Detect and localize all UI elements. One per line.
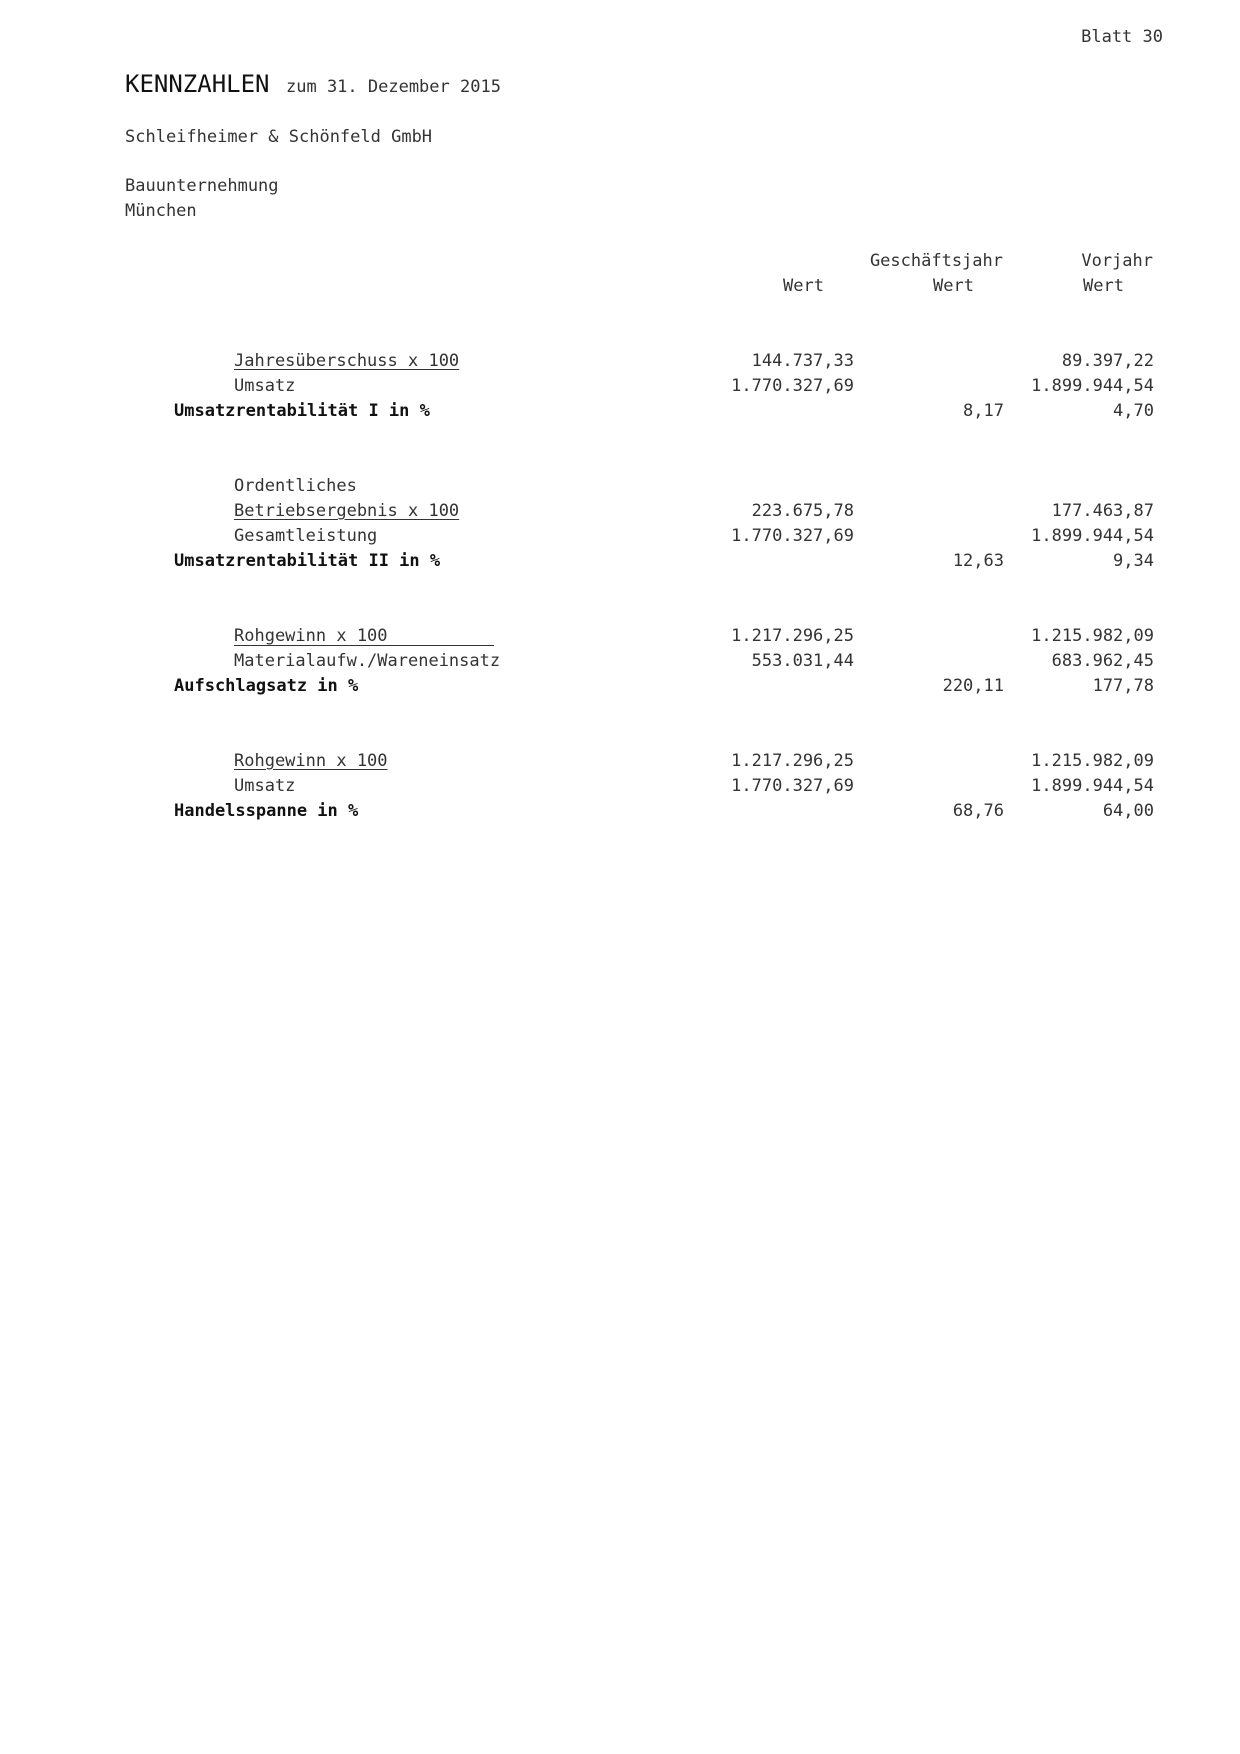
result-prev-value: 4,70 bbox=[1113, 401, 1154, 421]
result-label: Handelsspanne in % bbox=[174, 801, 359, 821]
result-label: Aufschlagsatz in % bbox=[174, 676, 359, 696]
denominator-value: 1.770.327,69 bbox=[731, 376, 854, 396]
result-current-value: 8,17 bbox=[963, 401, 1004, 421]
column-header-current-value: Wert bbox=[933, 276, 974, 296]
numerator-prev-value: 1.215.982,09 bbox=[1031, 626, 1154, 646]
numerator-label: Betriebsergebnis x 100 bbox=[234, 501, 460, 521]
business-type: Bauunternehmung bbox=[125, 176, 279, 196]
city: München bbox=[125, 201, 197, 221]
numerator-label: Rohgewinn x 100 bbox=[234, 626, 388, 646]
result-label: Umsatzrentabilität II in % bbox=[174, 551, 441, 571]
denominator-value: 1.770.327,69 bbox=[731, 526, 854, 546]
column-header-current-year: Geschäftsjahr bbox=[869, 251, 1003, 271]
numerator-prev-value: 177.463,87 bbox=[1051, 501, 1154, 521]
numerator-value: 1.217.296,25 bbox=[731, 751, 854, 771]
numerator-value: 223.675,78 bbox=[751, 501, 854, 521]
denominator-label: Gesamtleistung bbox=[234, 526, 378, 546]
sheet-number: Blatt 30 bbox=[1081, 27, 1163, 47]
denominator-prev-value: 1.899.944,54 bbox=[1031, 376, 1154, 396]
fraction-rule bbox=[234, 645, 494, 646]
denominator-prev-value: 1.899.944,54 bbox=[1031, 776, 1154, 796]
result-prev-value: 64,00 bbox=[1102, 801, 1154, 821]
column-header-previous-value: Wert bbox=[1083, 276, 1124, 296]
result-prev-value: 9,34 bbox=[1113, 551, 1154, 571]
numerator-value: 1.217.296,25 bbox=[731, 626, 854, 646]
company-name: Schleifheimer & Schönfeld GmbH bbox=[125, 127, 433, 147]
column-header-value: Wert bbox=[783, 276, 824, 296]
numerator-prev-value: 1.215.982,09 bbox=[1031, 751, 1154, 771]
numerator-pre-label: Ordentliches bbox=[234, 476, 357, 496]
denominator-prev-value: 1.899.944,54 bbox=[1031, 526, 1154, 546]
denominator-label: Umsatz bbox=[234, 376, 296, 396]
result-label: Umsatzrentabilität I in % bbox=[174, 401, 430, 421]
result-current-value: 12,63 bbox=[952, 551, 1004, 571]
page-title: KENNZAHLEN bbox=[125, 70, 270, 98]
numerator-value: 144.737,33 bbox=[751, 351, 854, 371]
result-current-value: 220,11 bbox=[942, 676, 1004, 696]
column-header-previous-year: Vorjahr bbox=[1081, 251, 1153, 271]
numerator-label: Jahresüberschuss x 100 bbox=[234, 351, 460, 371]
result-prev-value: 177,78 bbox=[1092, 676, 1154, 696]
denominator-value: 1.770.327,69 bbox=[731, 776, 854, 796]
denominator-label: Umsatz bbox=[234, 776, 296, 796]
denominator-label: Materialaufw./Wareneinsatz bbox=[234, 651, 501, 671]
denominator-value: 553.031,44 bbox=[751, 651, 854, 671]
report-date: zum 31. Dezember 2015 bbox=[286, 77, 501, 97]
result-current-value: 68,76 bbox=[952, 801, 1004, 821]
numerator-label: Rohgewinn x 100 bbox=[234, 751, 388, 771]
denominator-prev-value: 683.962,45 bbox=[1051, 651, 1154, 671]
numerator-prev-value: 89.397,22 bbox=[1061, 351, 1154, 371]
